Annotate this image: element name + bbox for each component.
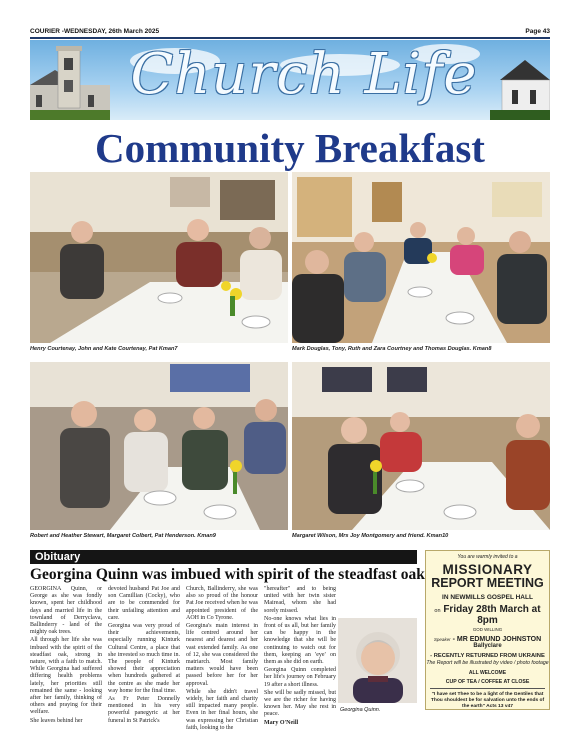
- obituary-column-4: [264, 586, 336, 728]
- ad-speaker-label: Speaker: [433, 637, 451, 642]
- ad-god-willing: GOD WILLING: [472, 627, 503, 632]
- ad-date-text: Friday 28th March at 8pm: [443, 604, 541, 626]
- church-building-icon: [490, 40, 550, 120]
- banner-title: Church Life: [130, 42, 478, 107]
- ad-speaker-place: Ballyclare: [473, 643, 502, 649]
- page-headline: Community Breakfast: [95, 125, 485, 171]
- ad-divider: [430, 688, 545, 689]
- photo-caption-kman7: Henry Courtenay, John and Kate Courtenay, Pat Kman7: [30, 346, 178, 352]
- ad-date: [426, 604, 549, 626]
- church-life-banner: [30, 40, 550, 120]
- ad-welcome: ALL WELCOME: [468, 669, 507, 676]
- ad-invite-text: You are warmly invited to a: [457, 554, 518, 560]
- header-rule: [30, 37, 550, 39]
- paragraph: devoted husband Pat Joe and son Camillian (Cocky), who are to be commended for their unfailing attention and care.: [108, 586, 180, 621]
- paragraph: No-one knows what lies in front of us all, but her family can be happy in the knowledge that she will be continuing to watch out for them, keeping an 'eye' on them as she did on earth.: [264, 615, 336, 666]
- paragraph: "hereafter" and to being united with her twin sister Mairead, whom she had sorely missed.: [264, 586, 336, 614]
- ad-illustrated-note: The Report will be illustrated by video / photo footage: [426, 660, 549, 666]
- photo-kman8: [292, 172, 550, 343]
- paragraph: Georgina's main interest in life centred around her nearest and dearest and her vast extended family. As one of 12, she was considered the matriarch. Most family matters would have been passed before her for her approval.: [186, 623, 258, 687]
- ad-title-line-2: REPORT MEETING: [431, 576, 544, 590]
- obituary-headline: Georgina Quinn was imbued with spirit of the steadfast oak: [30, 566, 425, 583]
- photo-caption-kman10: Margaret Wilson, Mrs Joy Montgomery and friend. Kman10: [292, 533, 449, 539]
- obituary-column-3: [186, 586, 258, 733]
- photo-kman10: [292, 362, 550, 530]
- paragraph: All through her life she was imbued with the spirit of the steadfast oak, strong in nature, with a faith to match. While Georgina had suffered differing health problems lately, her priorities still remained the same - looking after her family, thinking of others and praying for their welfare.: [30, 637, 102, 716]
- church-tower-icon: [30, 40, 110, 120]
- obituary-signature: Mary O'Neill: [264, 719, 299, 726]
- photo-kman7: [30, 172, 288, 343]
- paragraph: Georgina Quinn completed her life's journey on February 19 after a short illness.: [264, 667, 336, 688]
- paragraph: Church, Ballinderry, she was also so proud of the honour Pat Joe received when he was appointed president of the AOH in Co Tyrone.: [186, 586, 258, 621]
- ad-refreshments: CUP OF TEA / COFFEE AT CLOSE: [445, 678, 530, 685]
- georgina-quinn-portrait: [338, 618, 417, 703]
- obituary-section-label: Obituary: [30, 550, 417, 564]
- ad-scripture-quote: "I have set Thee to be a light of the Gentiles that Thou shouldest be for salvation unto the ends of the earth" Acts 13 v47: [430, 691, 545, 709]
- missionary-meeting-ad: [425, 550, 550, 710]
- paragraph: She leaves behind her: [30, 717, 83, 724]
- ad-venue: IN NEWMILLS GOSPEL HALL: [442, 594, 533, 601]
- obituary-column-1: [30, 586, 102, 726]
- paragraph: While she didn't travel widely, her faith and charity still impacted many people. Even in her final hours, she was expressing her Christian faith, looking to the: [186, 688, 258, 731]
- photo-caption-kman8: Mark Douglas, Tony, Ruth and Zara Courtney and Thomas Douglas. Kman8: [292, 346, 492, 352]
- ad-speaker-name: MR EDMUND JOHNSTON: [456, 636, 542, 643]
- ad-ukraine-note: - RECENTLY RETURNED FROM UKRAINE: [430, 653, 545, 659]
- ad-speaker: Speaker - MR EDMUND JOHNSTON: [433, 636, 542, 643]
- obituary-column-2: [108, 586, 180, 726]
- paragraph: GEORGINA Quinn, or George as she was fondly known, spent her childhood days and married life in the townland of Derryclava, Ballinderry - land of the mighty oak trees.: [30, 586, 102, 636]
- photo-kman9: [30, 362, 288, 530]
- ad-title-line-1: MISSIONARY: [442, 562, 533, 577]
- portrait-caption: Georgina Quinn.: [340, 707, 381, 713]
- paragraph: She will be sadly missed, but we are the richer for having known her. May she rest in peace.: [264, 689, 336, 718]
- paragraph: As Fr Peter Donnelly mentioned in his very powerful panegyric at her funeral in St Patrick's: [108, 696, 180, 724]
- ad-date-prefix: on: [434, 608, 441, 614]
- page-number: Page 43: [525, 28, 550, 35]
- photo-caption-kman9: Robert and Heather Stewart, Margaret Colbert, Pat Henderson. Kman9: [30, 533, 216, 539]
- masthead: COURIER -WEDNESDAY, 26th March 2025: [30, 28, 160, 35]
- paragraph: Georgina was very proud of their achievements, especially running Kinturk Cultural Centre, a place that she invested so much time in. The people of Kinturk showed their appreciation when hundreds gathered at the centre as she made her way home for the final time.: [108, 623, 180, 694]
